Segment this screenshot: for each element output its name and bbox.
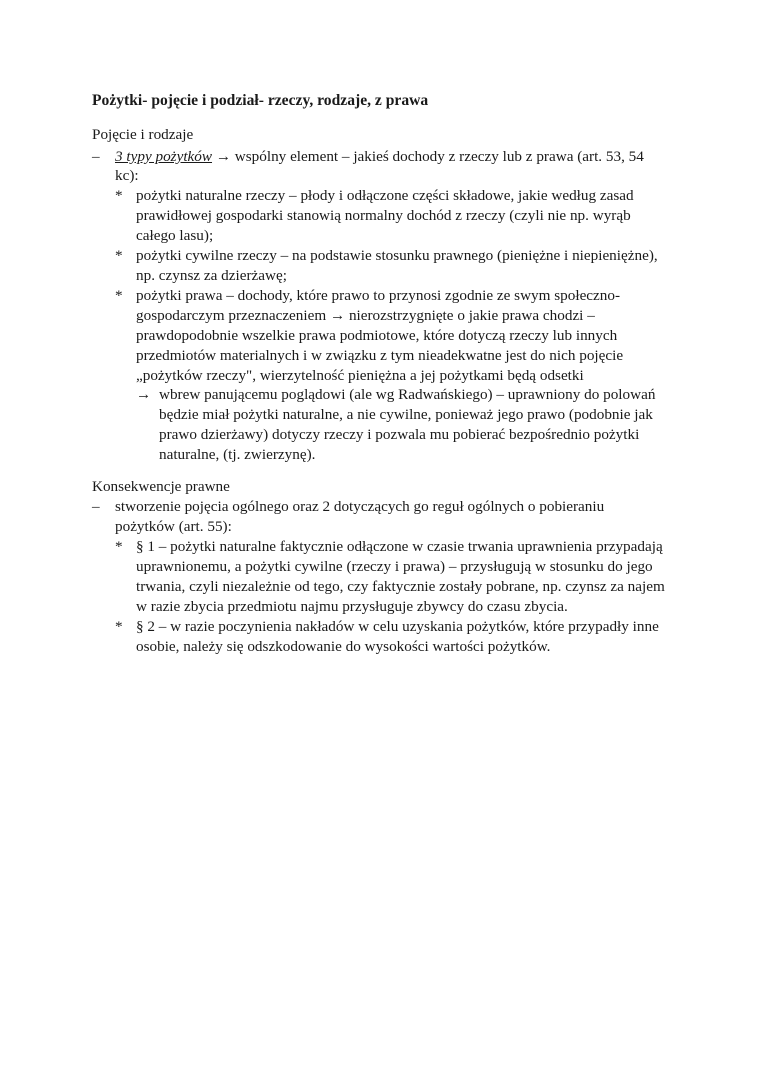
bullet1-line: prawidłowej gospodarki stanowią normalny dochód z rzeczy (czyli nie np. wyrąb — [136, 207, 631, 224]
bullet3-line: gospodarczym przeznaczeniem → nierozstrzygnięte o jakie prawa chodzi – — [136, 307, 595, 324]
bullet-star-icon: * — [115, 618, 123, 635]
bullet3-line: „pożytków rzeczy", wierzytelność pieniężna a jej pożytkami będą odsetki — [136, 367, 584, 384]
sub-arrow-line: prawo dzierżawy) dotyczy rzeczy i pozwala mu pobierać bezpośrednio pożytki — [159, 426, 640, 443]
section-heading-konsekwencje: Konsekwencje prawne — [92, 478, 230, 495]
document-title: Pożytki- pojęcie i podział- rzeczy, rodzaje, z prawa — [92, 92, 429, 109]
sub-arrow-line: naturalne, (tj. zwierzynę). — [159, 446, 316, 463]
dash-marker: – — [92, 148, 100, 165]
bullet-star-icon: * — [115, 287, 123, 304]
bullet1-line: całego lasu); — [136, 227, 214, 244]
section2-intro-line: pożytków (art. 55): — [115, 518, 232, 535]
section2-bullet2-line: § 2 – w razie poczynienia nakładów w celu uzyskania pożytków, które przypadły inne — [136, 618, 659, 635]
sub-arrow-line: będzie miał pożytki naturalne, a nie cywilne, ponieważ jego prawo (podobnie jak — [159, 406, 653, 423]
intro-line-2: kc): — [115, 167, 139, 184]
bullet3-line: przedmiotów materialnych i w związku z tym nieadekwatne jest do nich pojęcie — [136, 347, 624, 364]
section2-bullet1-line: uprawnionemu, a pożytki cywilne (rzeczy i prawa) – przysługują w stosunku do jego — [136, 558, 653, 575]
bullet3-line: pożytki prawa – dochody, które prawo to przynosi zgodnie ze swym społeczno- — [136, 287, 621, 304]
sub-arrow-line: wbrew panującemu poglądowi (ale wg Radwańskiego) – uprawniony do polowań — [159, 386, 656, 403]
arrow-right-icon: → — [136, 386, 152, 403]
intro-line-rest: → wspólny element – jakieś dochody z rzeczy lub z prawa (art. 53, 54 — [212, 148, 644, 165]
bullet-star-icon: * — [115, 187, 123, 204]
intro-link[interactable]: 3 typy pożytków — [115, 148, 213, 165]
intro-line — [115, 147, 644, 167]
section2-bullet1-line: § 1 – pożytki naturalne faktycznie odłączone w czasie trwania uprawnienia przypadają — [136, 538, 663, 555]
bullet-star-icon: * — [115, 538, 123, 555]
bullet1-line: pożytki naturalne rzeczy – płody i odłączone części składowe, jakie według zasad — [136, 187, 634, 204]
bullet2-line: np. czynsz za dzierżawę; — [136, 267, 287, 284]
section2-bullet1-line: w razie zbycia przedmiotu najmu przysługuje zbywcy do czasu zbycia. — [136, 598, 568, 615]
bullet-star-icon: * — [115, 247, 123, 264]
section2-bullet1-line: trwania, czyli niezależnie od tego, czy faktycznie zostały pobrane, np. czynsz za najem — [136, 578, 665, 595]
section-heading-pojecie: Pojęcie i rodzaje — [92, 126, 194, 143]
section2-bullet2-line: osobie, należy się odszkodowanie do wysokości wartości pożytków. — [136, 638, 551, 655]
section2-intro-line: stworzenie pojęcia ogólnego oraz 2 dotyczących go reguł ogólnych o pobieraniu — [115, 498, 605, 515]
dash-marker: – — [92, 498, 100, 515]
bullet2-line: pożytki cywilne rzeczy – na podstawie stosunku prawnego (pieniężne i niepieniężne), — [136, 247, 658, 264]
bullet3-line: prawdopodobnie wszelkie prawa podmiotowe, które dotyczą rzeczy lub innych — [136, 327, 618, 344]
